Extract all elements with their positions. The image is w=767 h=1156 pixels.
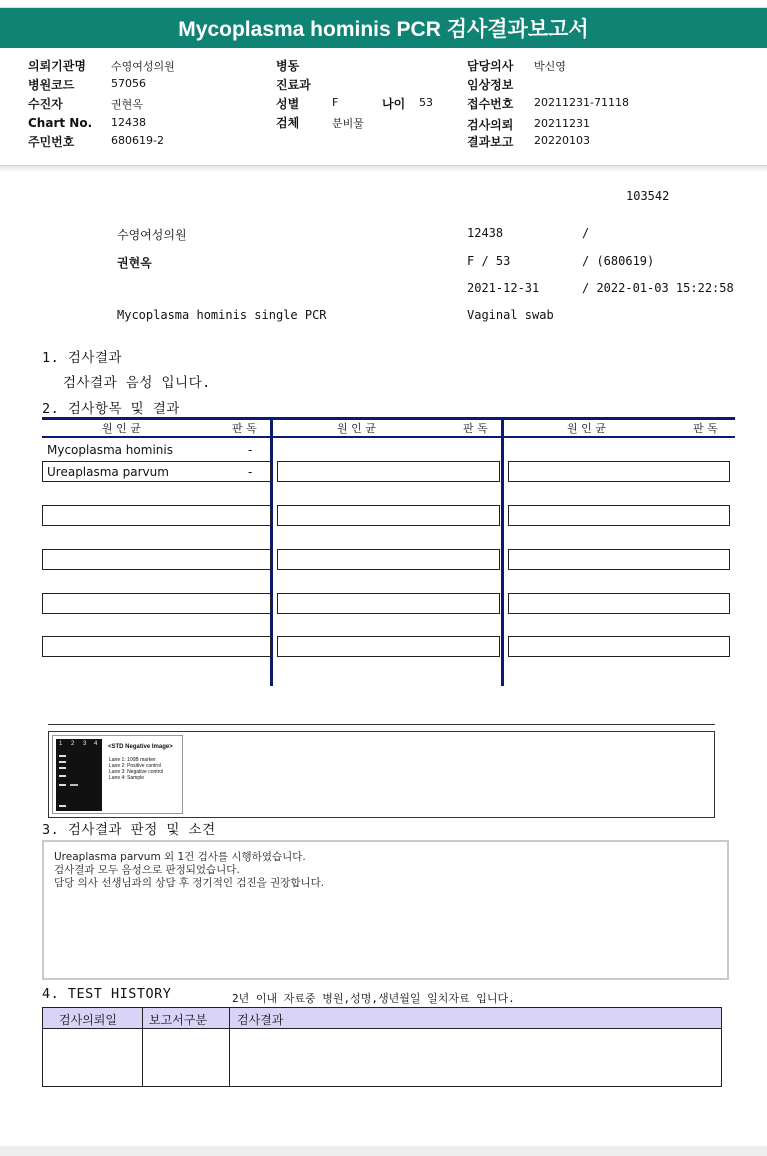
findings-line: 담당 의사 선생님과의 상담 후 정기적인 검진을 권장합니다. (54, 877, 325, 889)
history-header-request-date: 검사의뢰일 (59, 1013, 117, 1027)
patient-value: 권현옥 (111, 98, 143, 111)
doctor-value: 박신영 (534, 60, 566, 73)
patient-label: 수진자 (28, 97, 63, 111)
section2-title: 2. 검사항목 및 결과 (42, 401, 180, 417)
request-value: 20211231 (534, 117, 590, 130)
result-cell (508, 461, 730, 482)
bottom-scroll-area (0, 1146, 767, 1156)
result-pathogen: Mycoplasma hominis (47, 443, 173, 457)
col-judgement-2: 판 독 (463, 422, 488, 435)
gel-image (52, 735, 183, 814)
id-label: 주민번호 (28, 135, 75, 149)
gel-band (70, 784, 78, 786)
history-header-result: 검사결과 (237, 1013, 284, 1027)
col-judgement-3: 판 독 (693, 422, 718, 435)
col-judgement-1: 판 독 (232, 422, 257, 435)
specimen-label: 검체 (276, 116, 300, 130)
gel-top-rule (48, 724, 715, 725)
history-header (43, 1008, 721, 1029)
specimen-value: 분비물 (332, 117, 364, 130)
result-value: - (248, 465, 253, 479)
result-cell (277, 505, 500, 526)
doc-request-date: 2021-12-31 (467, 281, 540, 295)
chart-value: 12438 (111, 116, 146, 129)
gel-legend-item: Lane 2: Positive control (109, 763, 161, 769)
gel-lane-label: 3 (83, 741, 87, 747)
hospital-value: 수영여성의원 (111, 60, 175, 73)
result-cell (277, 636, 500, 657)
gel-band (59, 761, 66, 763)
result-cell (42, 549, 271, 570)
gel-lanes (56, 739, 102, 811)
section4-note: 2년 이내 자료중 병원,성명,생년월일 일치자료 입니다. (232, 992, 515, 1005)
gel-band (59, 784, 66, 786)
result-cell (508, 593, 730, 614)
chart-label: Chart No. (28, 116, 93, 130)
gel-band (59, 767, 66, 769)
result-pathogen: Ureaplasma parvum (47, 465, 169, 479)
result-cell (277, 461, 500, 482)
gel-band (59, 775, 66, 777)
grid-top-line (42, 417, 735, 420)
result-cell (42, 593, 271, 614)
gel-band (59, 755, 66, 757)
receipt-label: 접수번호 (467, 97, 514, 111)
doc-birth: / (680619) (582, 254, 655, 268)
result-cell (508, 505, 730, 526)
patient-info-panel (0, 48, 767, 166)
gel-legend-item: Lane 4: Sample (109, 775, 145, 781)
col-pathogen-1: 원 인 균 (102, 422, 141, 435)
section4-title: 4. TEST HISTORY (42, 986, 172, 1002)
report-label: 결과보고 (467, 135, 514, 149)
result-cell (277, 593, 500, 614)
result-cell (277, 549, 500, 570)
col-pathogen-3: 원 인 균 (567, 422, 606, 435)
request-label: 검사의뢰 (467, 118, 514, 132)
gel-band (59, 805, 66, 807)
history-col-divider (142, 1008, 143, 1086)
result-cell (508, 636, 730, 657)
header-shadow (0, 166, 767, 172)
doc-report-datetime: / 2022-01-03 15:22:58 (582, 281, 734, 295)
col-pathogen-2: 원 인 균 (337, 422, 376, 435)
doc-slash: / (582, 226, 590, 240)
dept-label: 진료과 (276, 78, 311, 92)
findings-line: Ureaplasma parvum 외 1건 검사를 시행하였습니다. (54, 851, 306, 863)
doc-sex-age: F / 53 (467, 254, 511, 268)
gel-legend-item: Lane 3: Negative control (109, 769, 164, 775)
doctor-label: 담당의사 (467, 59, 514, 73)
age-value: 53 (419, 96, 433, 109)
receipt-value: 20211231-71118 (534, 96, 629, 109)
age-label: 나이 (382, 97, 406, 111)
findings-line: 검사결과 모두 음성으로 판정되었습니다. (54, 864, 240, 876)
gel-lane-label: 2 (71, 741, 75, 747)
section1-title: 1. 검사결과 (42, 350, 123, 366)
doc-hospital: 수영여성의원 (117, 228, 187, 242)
history-header-report-type: 보고서구분 (149, 1013, 207, 1027)
id-value: 680619-2 (111, 134, 164, 147)
code-label: 병원코드 (28, 78, 75, 92)
clinical-label: 임상정보 (467, 78, 514, 92)
result-value: - (248, 443, 253, 457)
doc-chart: 12438 (467, 226, 504, 240)
doc-test-name: Mycoplasma hominis single PCR (117, 308, 327, 322)
gel-lane-label: 1 (59, 741, 63, 747)
gel-lane-label: 4 (94, 741, 98, 747)
report-title: Mycoplasma hominis PCR 검사결과보고서 (0, 8, 767, 48)
findings-box (42, 840, 729, 980)
gel-legend-item: Lane 1: 100B marker (109, 757, 156, 763)
doc-specimen: Vaginal swab (467, 308, 554, 322)
top-stripe (0, 0, 767, 8)
grid-divider-2 (501, 417, 504, 686)
gel-title: <STD Negative Image> (108, 744, 173, 750)
history-table (42, 1007, 722, 1087)
doc-number: 103542 (626, 189, 670, 203)
code-value: 57056 (111, 77, 146, 90)
result-cell (42, 505, 271, 526)
result-cell (508, 549, 730, 570)
history-col-divider (229, 1008, 230, 1086)
doc-patient: 권현옥 (117, 256, 152, 270)
hospital-label: 의뢰기관명 (28, 59, 86, 73)
result-cell (42, 636, 271, 657)
sex-label: 성별 (276, 97, 300, 111)
ward-label: 병동 (276, 59, 300, 73)
grid-head-line (42, 436, 735, 438)
section1-text: 검사결과 음성 입니다. (63, 375, 211, 391)
report-value: 20220103 (534, 134, 590, 147)
section3-title: 3. 검사결과 판정 및 소견 (42, 822, 216, 838)
sex-value: F (332, 96, 339, 109)
